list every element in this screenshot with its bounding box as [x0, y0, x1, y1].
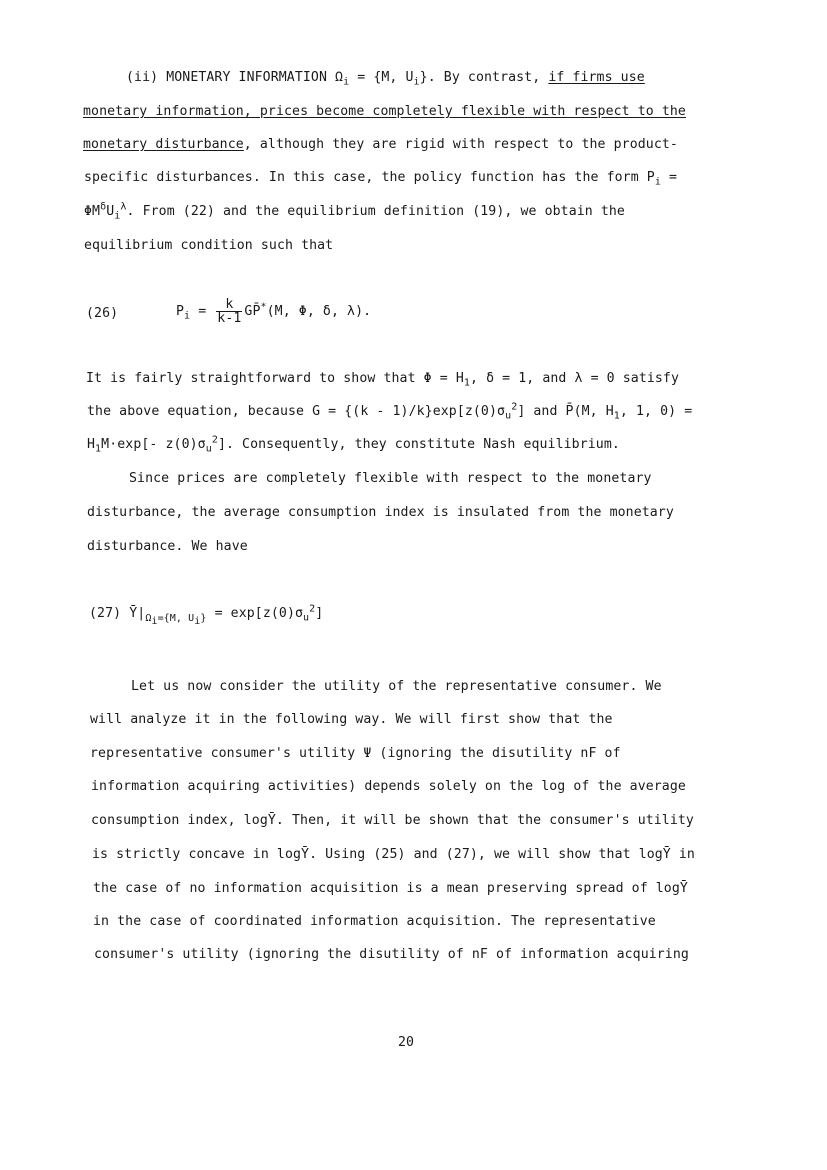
para4-line9: consumer's utility (ignoring the disutility of nF of information acquiring	[94, 947, 689, 962]
para2-line2: the above equation, because $G = \{(k - 1)/k\}\exp[z(0)\sigma_u^2]$ and P̄(M, $H_1$, 1, 0) =	[87, 401, 693, 422]
para4-line7: the case of no information acquisition is a mean preserving spread of logȲ	[93, 881, 688, 896]
para1-line6: equilibrium condition such that	[84, 238, 334, 253]
para4-line1: Let us now consider the utility of the representative consumer. We	[131, 679, 662, 694]
equation-26: $P_i$ = $\frac{k}{k-1}$ GP̄*(M, Φ, δ, λ).	[176, 296, 372, 326]
para4-line8: in the case of coordinated information acquisition. The representative	[93, 914, 656, 929]
para3-line2: disturbance, the average consumption index is insulated from the monetary	[87, 505, 674, 520]
para1-line2: monetary information, prices become completely flexible with respect to the	[83, 104, 686, 119]
para1-line3: monetary disturbance, although they are rigid with respect to the product-	[83, 137, 678, 152]
page-number: 20	[398, 1035, 415, 1050]
para4-line6: is strictly concave in logȲ. Using (25) and (27), we will show that logȲ in	[92, 847, 695, 862]
para3-line3: disturbance. We have	[87, 539, 248, 554]
para1-line1: (ii) MONETARY INFORMATION $\Omega_i = \{M$, $U_i$}. By contrast, if firms use	[126, 70, 645, 88]
underlined-text: if firms use	[548, 70, 645, 85]
para2-line3: $H_1M\cdot\exp[-$ $z(0)\sigma_u^2$]. Consequently, they constitute Nash equilibrium.	[87, 434, 620, 455]
fraction: $\frac{k}{k-1}$	[217, 296, 242, 326]
equation-26-number: (26)	[86, 306, 119, 321]
para4-line4: information acquiring activities) depends solely on the log of the average	[91, 779, 686, 794]
para3-line1: Since prices are completely flexible with respect to the monetary	[129, 471, 652, 486]
para1-line4: specific disturbances. In this case, the policy function has the form $P_i$ =	[84, 170, 678, 188]
para1-line5: $\Phi M^\delta U_i^\lambda$. From (22) and the equilibrium definition (19), we obtain the	[84, 201, 625, 222]
equation-27: (27) $Ȳ|_{\Omega_i=\{M, U_i\}} = \exp[z(0)\sigma_u^2]$	[89, 603, 324, 627]
para4-line2: will analyze it in the following way. We will first show that the	[90, 712, 613, 727]
section-label: (ii) MONETARY INFORMATION Ω	[126, 70, 344, 85]
para4-line3: representative consumer's utility Ψ (ignoring the disutility nF of	[90, 746, 621, 761]
para4-line5: consumption index, logȲ. Then, it will be shown that the consumer's utility	[91, 813, 694, 828]
equation-27-number: (27)	[89, 606, 122, 621]
para2-line1: It is fairly straightforward to show that $\Phi = H_1$, δ = 1, and λ = 0 satisfy	[86, 371, 680, 389]
underlined-text: monetary disturbance	[83, 137, 244, 152]
